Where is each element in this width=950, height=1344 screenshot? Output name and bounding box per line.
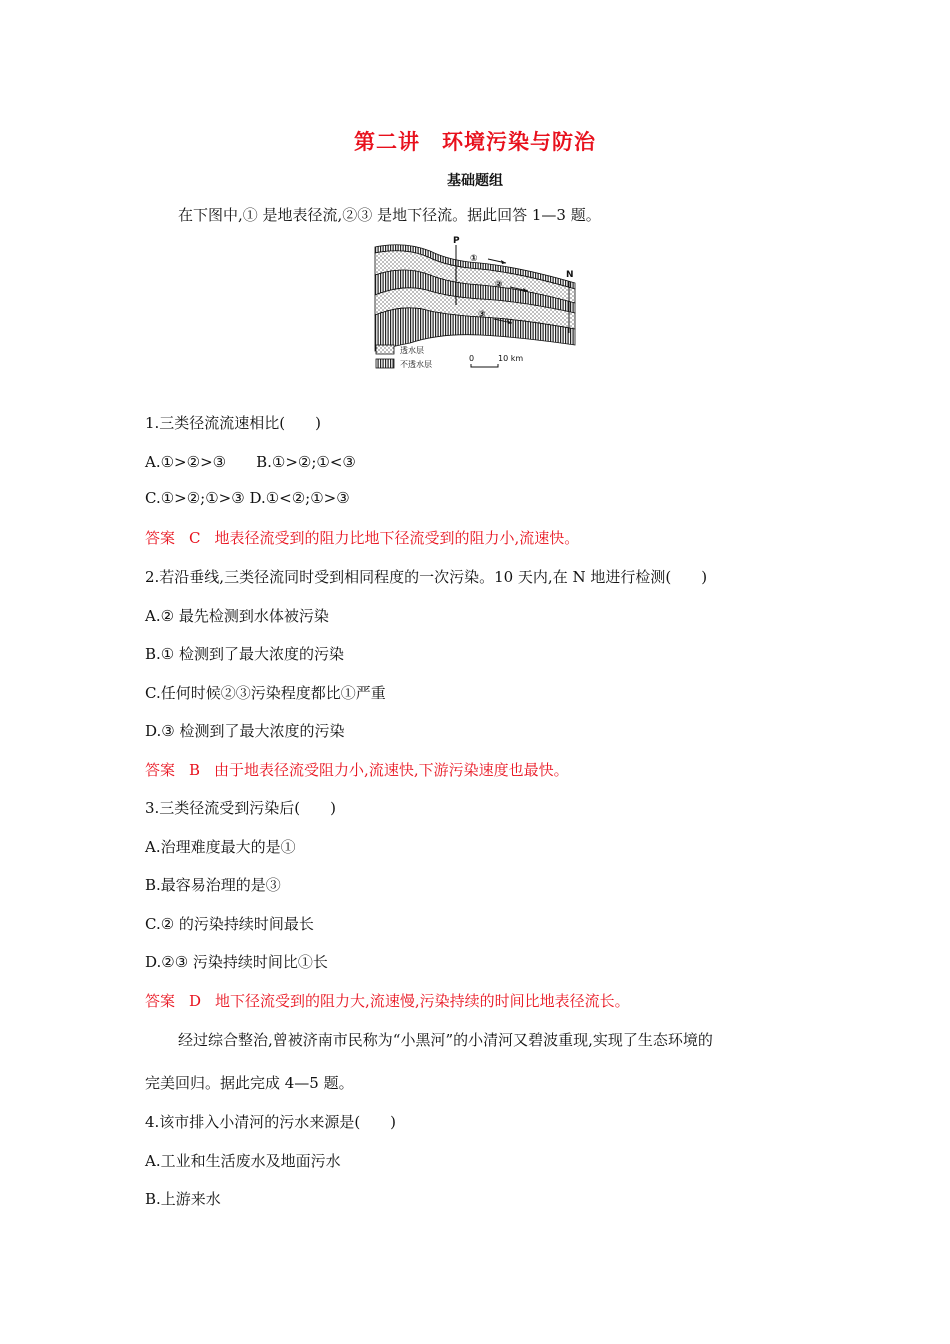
q3-option-d: D.②③ 污染持续时间比①长 [145,953,328,971]
flow-1-arrowhead [501,260,506,264]
answer-tag: 答案 [145,529,176,547]
q1-options-ab: A.①>②>③ B.①>②;①<③ [145,453,356,471]
answer-explanation: 地下径流受到的阻力大,流速慢,污染持续的时间比地表径流长。 [215,992,630,1010]
cross-section-diagram [370,233,580,373]
answer-letter: C [189,529,201,547]
label-p: P [453,236,460,246]
answer-explanation: 由于地表径流受阻力小,流速快,下游污染速度也最快。 [214,761,569,779]
q4-stem: 4.该市排入小清河的污水来源是( ) [145,1113,397,1131]
answer-letter: D [189,992,202,1010]
q2-answer [145,759,569,780]
flow-3-label: ③ [478,310,486,320]
flow-1-label: ① [470,254,478,264]
legend-impermeable-swatch [376,359,394,368]
runoff-cross-section-figure [370,233,580,373]
flow-2-label: ② [495,280,503,290]
q3-answer [145,990,630,1011]
answer-tag: 答案 [145,992,176,1010]
legend-permeable-label: 透水层 [400,346,424,355]
q2-option-d: D.③ 检测到了最大浓度的污染 [145,722,345,740]
scale-bar [471,364,498,367]
q3-option-b: B.最容易治理的是③ [145,876,281,894]
answer-explanation: 地表径流受到的阻力比地下径流受到的阻力小,流速快。 [214,529,580,547]
q1-answer [145,527,579,548]
scale-zero: 0 [469,354,475,363]
q2-option-c: C.任何时候②③污染程度都比①严重 [145,684,386,702]
q4-option-b: B.上游来水 [145,1190,221,1208]
label-n: N [566,270,574,280]
q3-option-c: C.② 的污染持续时间最长 [145,915,314,933]
q1-options-cd: C.①>②;①>③ D.①<②;①>③ [145,489,350,507]
q2-stem: 2.若沿垂线,三类径流同时受到相同程度的一次污染。10 天内,在 N 地进行检测( ) [145,568,708,586]
answer-tag: 答案 [145,761,176,779]
q2-option-a: A.② 最先检测到水体被污染 [145,607,329,625]
answer-letter: B [189,761,201,779]
intro-q1-3: 在下图中,① 是地表径流,②③ 是地下径流。据此回答 1—3 题。 [178,206,601,224]
q4-option-a: A.工业和生活废水及地面污水 [145,1152,341,1170]
q3-stem: 3.三类径流受到污染后( ) [145,799,337,817]
section-subtitle: 基础题组 [447,173,503,189]
page-title: 第二讲 环境污染与防治 [354,130,596,154]
q3-option-a: A.治理难度最大的是① [145,838,296,856]
intro-q4-5-line2: 完美回归。据此完成 4—5 题。 [145,1074,354,1092]
intro-q4-5-line1: 经过综合整治,曾被济南市民称为“小黑河”的小清河又碧波重现,实现了生态环境的 [178,1031,713,1049]
legend-impermeable-label: 不透水层 [400,360,432,369]
legend-permeable-swatch [376,345,394,354]
q2-option-b: B.① 检测到了最大浓度的污染 [145,645,345,663]
q1-stem: 1.三类径流流速相比( ) [145,414,322,432]
scale-distance: 10 km [498,354,524,363]
